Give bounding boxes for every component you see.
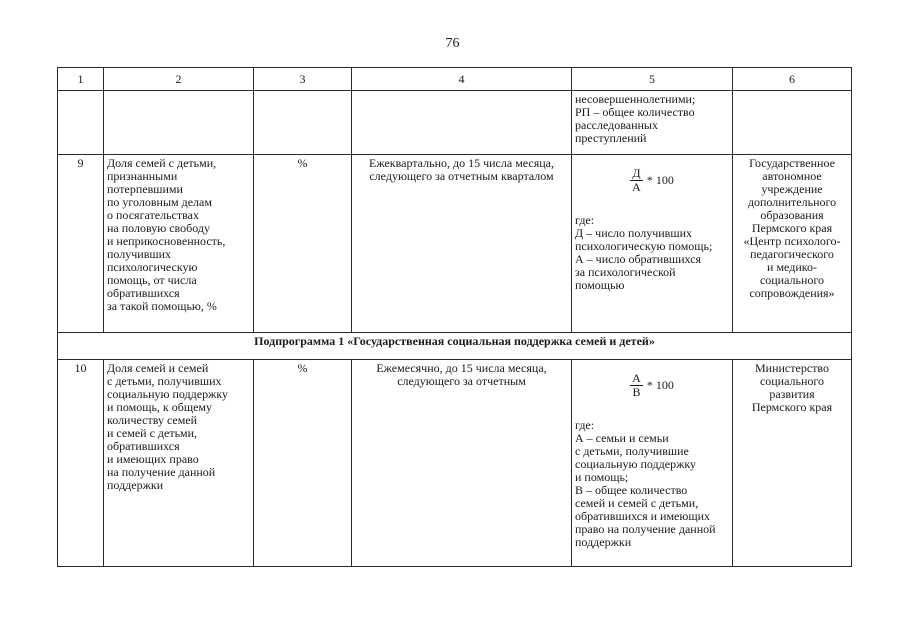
text-line: за такой помощью, %: [107, 299, 217, 313]
text-line: с детьми, получивших: [107, 374, 222, 388]
formula: [630, 167, 674, 194]
text-line: Доля семей и семей: [107, 361, 209, 375]
row-number: 9: [58, 155, 104, 333]
text-line: следующего за отчетным: [397, 374, 526, 388]
text-line: «Центр психолого-: [743, 234, 841, 248]
text-line: обратившихся и имеющих: [575, 509, 711, 523]
text-line: В – общее количество: [575, 483, 688, 497]
text-line: на получение данной: [107, 465, 216, 479]
header-cell: 5: [572, 68, 733, 91]
calculation-method: [572, 155, 733, 333]
text-line: по уголовным делам: [107, 195, 212, 209]
reporting-period: [352, 360, 572, 567]
text-line: право на получение данной: [575, 522, 716, 536]
text-line: сопровождения»: [749, 286, 835, 300]
text-line: за психологической: [575, 265, 676, 279]
text-line: помощью: [575, 278, 625, 292]
formula-legend: [575, 214, 729, 292]
header-cell: 1: [58, 68, 104, 91]
text-line: учреждение: [761, 182, 823, 196]
responsible-body: [733, 155, 852, 333]
table-row-9: [58, 155, 852, 333]
text-line: развития: [769, 387, 815, 401]
text-line: дополнительного: [747, 195, 837, 209]
table-row-continuation: [58, 91, 852, 155]
text-line: и помощь;: [575, 470, 629, 484]
text-line: количеству семей: [107, 413, 198, 427]
text-line: поддержки: [107, 478, 164, 492]
text-line: образования: [760, 208, 824, 222]
text-line: где:: [575, 418, 595, 432]
text-line: и медико-: [767, 260, 817, 274]
subprogram-row: [58, 333, 852, 360]
text-line: где:: [575, 213, 595, 227]
reporting-period: [352, 155, 572, 333]
table-row-10: [58, 360, 852, 567]
text-line: о посягательствах: [107, 208, 199, 222]
text-line: потерпевшими: [107, 182, 183, 196]
header-cell: 4: [352, 68, 572, 91]
text-line: обратившихся: [107, 286, 180, 300]
text-line: Ежеквартально, до 15 числа месяца,: [368, 156, 554, 170]
text-line: Ежемесячно, до 15 числа месяца,: [376, 361, 547, 375]
text-line: помощь, от числа: [107, 273, 197, 287]
header-cell: 6: [733, 68, 852, 91]
text-line: социального: [759, 374, 825, 388]
text-line: Пермского края: [751, 400, 833, 414]
text-line: на половую свободу: [107, 221, 210, 235]
unit-of-measure: %: [254, 360, 352, 567]
table-header-row: [58, 68, 852, 91]
text-line: семей и семей с детьми,: [575, 496, 699, 510]
text-line: автономное: [762, 169, 822, 183]
formula-numerator: Д: [632, 166, 641, 180]
header-cell: 2: [104, 68, 254, 91]
text-line: социальную поддержку: [107, 387, 229, 401]
calculation-method: [572, 360, 733, 567]
text-line: преступлений: [575, 131, 647, 145]
text-line: А – число обратившихся: [575, 252, 702, 266]
text-line: следующего за отчетным кварталом: [369, 169, 554, 183]
text-line: педагогического: [750, 247, 834, 261]
text-line: и неприкосновенность,: [107, 234, 226, 248]
unit-of-measure: %: [254, 155, 352, 333]
text-line: и имеющих право: [107, 452, 199, 466]
formula-multiplier: * 100: [646, 173, 674, 187]
row-number: 10: [58, 360, 104, 567]
formula-multiplier: * 100: [646, 378, 674, 392]
formula-denominator: А: [632, 180, 641, 194]
text-line: поддержки: [575, 535, 632, 549]
responsible-body: [733, 360, 852, 567]
formula-legend: [575, 419, 729, 549]
text-line: обратившихся: [107, 439, 180, 453]
header-cell: 3: [254, 68, 352, 91]
text-line: получивших: [107, 247, 172, 261]
text-line: с детьми, получившие: [575, 444, 689, 458]
text-line: Д – число получивших: [575, 226, 692, 240]
text-line: расследованных: [575, 118, 658, 132]
text-line: РП – общее количество: [575, 105, 695, 119]
formula-numerator: А: [632, 371, 641, 385]
text-line: социального: [759, 273, 825, 287]
indicator-name: [104, 360, 254, 567]
text-line: Министерство: [755, 361, 829, 375]
formula: [630, 372, 674, 399]
text-line: несовершеннолетними;: [575, 92, 696, 106]
text-line: Доля семей с детьми,: [107, 156, 217, 170]
text-line: А – семьи и семьи: [575, 431, 669, 445]
formula-denominator: В: [632, 385, 641, 399]
text-line: и помощь, к общему: [107, 400, 213, 414]
text-line: психологическую помощь;: [575, 239, 713, 253]
indicator-name: [104, 155, 254, 333]
text-line: социальную поддержку: [575, 457, 697, 471]
text-line: признанными: [107, 169, 178, 183]
text-line: Пермского края: [751, 221, 833, 235]
continuation-calc-method: [572, 91, 733, 155]
indicators-table: [57, 67, 852, 567]
subprogram-title: Подпрограмма 1 «Государственная социальная поддержка семей и детей»: [58, 333, 852, 360]
page-number: 76: [445, 36, 460, 51]
text-line: и семей с детьми,: [107, 426, 198, 440]
text-line: Государственное: [749, 156, 835, 170]
text-line: психологическую: [107, 260, 198, 274]
